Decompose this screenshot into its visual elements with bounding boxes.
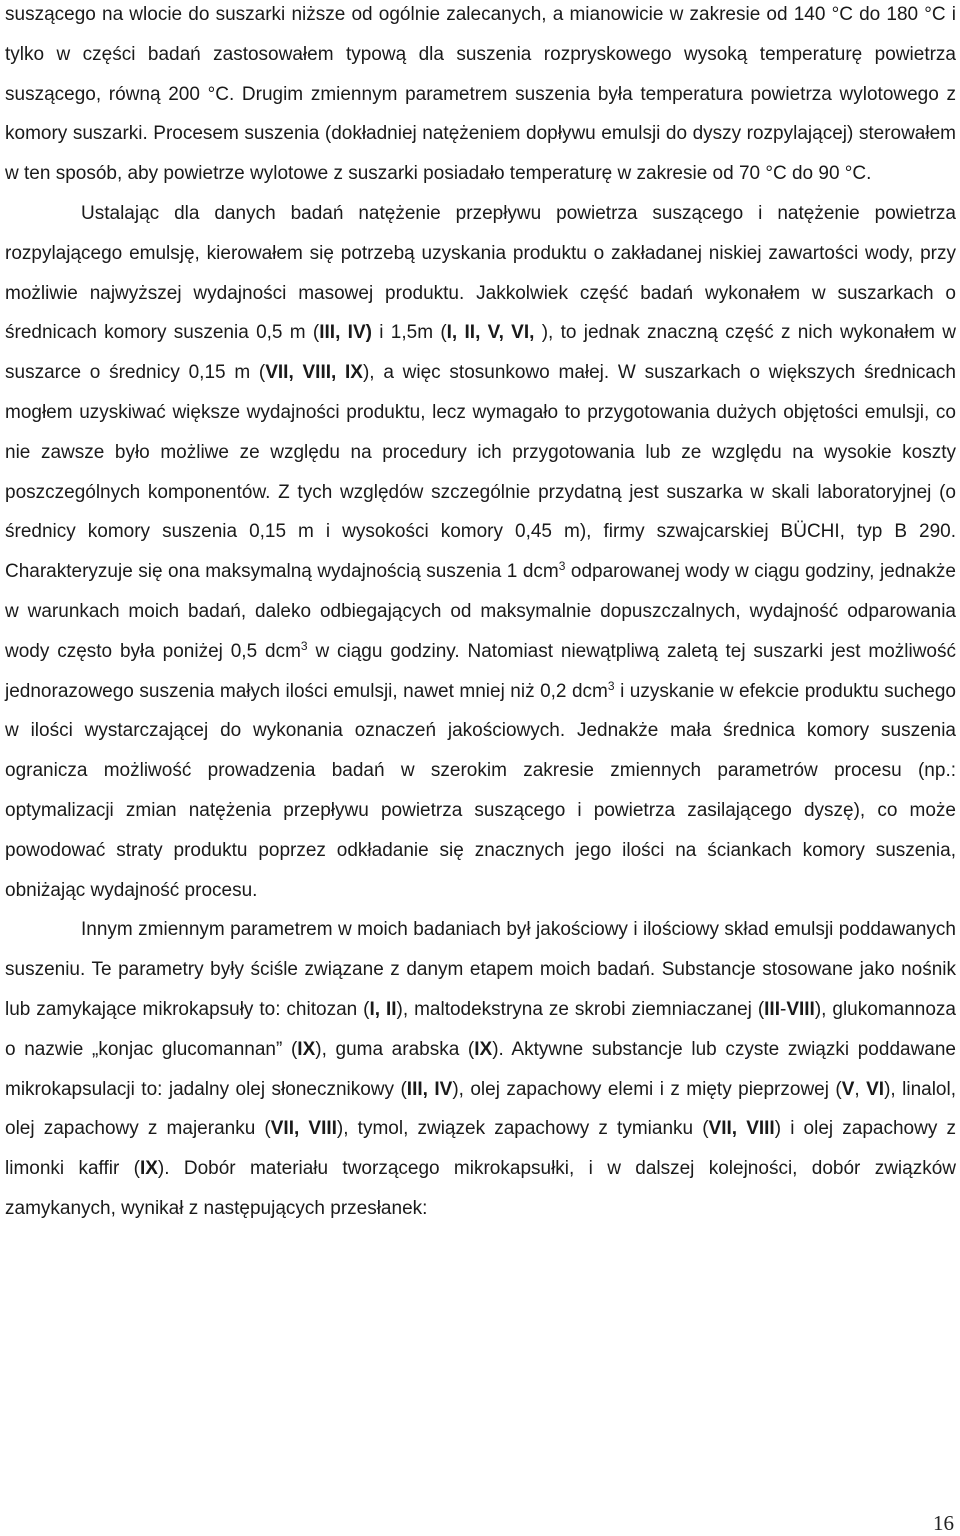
text-run: ), tymol, związek zapachowy z tymianku ( [336,1118,709,1140]
bold-reference: VIII [786,998,815,1020]
text-run: ) i olej zapachowy z limonki kaffir ( [5,1118,956,1180]
text-run: ). Dobór materiału tworzącego mikrokapsułki, i w dalszej kolejności, dobór związków zamykanych, wynikał z następujących przesłanek: [5,1158,957,1219]
paragraph [5,910,956,1228]
paragraph [5,0,956,194]
text-run: w ciągu godziny. Natomiast niewątpliwą zaletą tej suszarki jest możliwość jednorazowego suszenia małych ilości emulsji, nawet mniej niż 0,2 dcm [5,640,956,702]
text-run: ), linalol, olej zapachowy z majeranku ( [5,1078,956,1140]
text-run: i uzyskanie w efekcie produktu suchego w ilości wystarczającej do wykonania oznaczeń jakościowych. Jednakże mała średnica komory suszenia ogranicza możliwość prowadzenia badań w szerokim zakresie zmiennych parametrów procesu (np.: optymalizacji zmian natężenia przepływu powietrza suszącego i powietrza zasilającego dyszę), co może powodować straty produktu poprzez odkładanie się znacznych jego ilości na ściankach komory suszenia, obniżając wydajność procesu. [5,680,956,901]
text-run: ), to jednak znaczną część z nich wykonałem w suszarce o średnicy 0,15 m ( [5,322,957,384]
bold-reference: I, II, V, VI, [446,322,535,344]
bold-reference: IX [139,1158,158,1180]
text-run: ). Aktywne substancje lub czyste związki poddawane mikrokapsulacji to: jadalny olej słonecznikowy ( [5,1038,956,1100]
bold-reference: I, II [369,998,397,1020]
bold-reference: VI [866,1078,885,1100]
text-run: odparowanej wody w ciągu godziny, jednakże w warunkach moich badań, daleko odbiegających od maksymalnie dopuszczalnych, wydajność odparowania wody często była poniżej 0,5 dcm [5,561,956,662]
bold-reference: VII, VIII [708,1118,775,1140]
text-run: , [854,1078,867,1100]
bold-reference: V [841,1078,855,1100]
text-run: - [780,998,787,1020]
body-text [5,0,956,1229]
superscript: 3 [300,638,308,653]
text-run: suszącego na wlocie do suszarki niższe od ogólnie zalecanych, a mianowicie w zakresie od 140 °C do 180 °C i tylko w części badań zastosowałem typową dla suszenia rozpryskowego wysoką temperaturę powietrza suszącego, równą 200 °C. Drugim zmiennym parametrem suszenia była temperatura powietrza wylotowego z komory suszarki. Procesem suszenia (dokładniej natężeniem dopływu emulsji do dyszy rozpylającej) sterowałem w ten sposób, aby powietrze wylotowe z suszarki posiadało temperaturę w zakresie od 70 °C do 90 °C. [5,4,956,185]
text-run: i 1,5m ( [371,322,447,344]
bold-reference: III, IV) [319,322,372,344]
superscript: 3 [607,678,615,693]
bold-reference: IX [474,1038,493,1060]
text-run: ), guma arabska ( [315,1038,475,1060]
bold-reference: VII, VIII [270,1118,337,1140]
bold-reference: IX [297,1038,316,1060]
text-run: ), glukomannoza o nazwie „konjac glucomannan” ( [5,998,956,1060]
bold-reference: III [764,998,780,1020]
page-number: 16 [933,1511,954,1535]
bold-reference: VII, VIII, IX [265,362,363,384]
bold-reference: III, IV [406,1078,453,1100]
text-run: ), olej zapachowy elemi i z mięty pieprzowej ( [452,1078,842,1100]
superscript: 3 [558,559,566,574]
paragraph [5,194,956,910]
text-run: Ustalając dla danych badań natężenie przepływu powietrza suszącego i natężenie powietrza rozpylającego emulsję, kierowałem się potrzebą uzyskania produktu o zakładanej niskiej zawartości wody, przy możliwie najwyższej wydajności masowej produktu. Jakkolwiek część badań wykonałem w suszarkach o średnicach komory suszenia 0,5 m ( [5,202,956,344]
text-run: Innym zmiennym parametrem w moich badaniach był jakościowy i ilościowy skład emulsji poddawanych suszeniu. Te parametry były ściśle związane z danym etapem moich badań. Substancje stosowane jako nośnik lub zamykające mikrokapsuły to: chitozan ( [5,919,956,1020]
text-run: ), a więc stosunkowo małej. W suszarkach o większych średnicach mogłem uzyskiwać większe wydajności produktu, lecz wymagało to przygotowania dużych objętości emulsji, co nie zawsze było możliwe ze względu na procedury ich przygotowania lub ze względu na wysokie koszty poszczególnych komponentów. Z tych względów szczególnie przydatną jest suszarka w skali laboratoryjnej (o średnicy komory suszenia 0,15 m i wysokości komory 0,45 m), firmy szwajcarskiej BÜCHI, typ B 290. Charakteryzuje się ona maksymalną wydajnością suszenia 1 dcm [5,362,956,583]
text-run: ), maltodekstryna ze skrobi ziemniaczanej ( [396,998,765,1020]
